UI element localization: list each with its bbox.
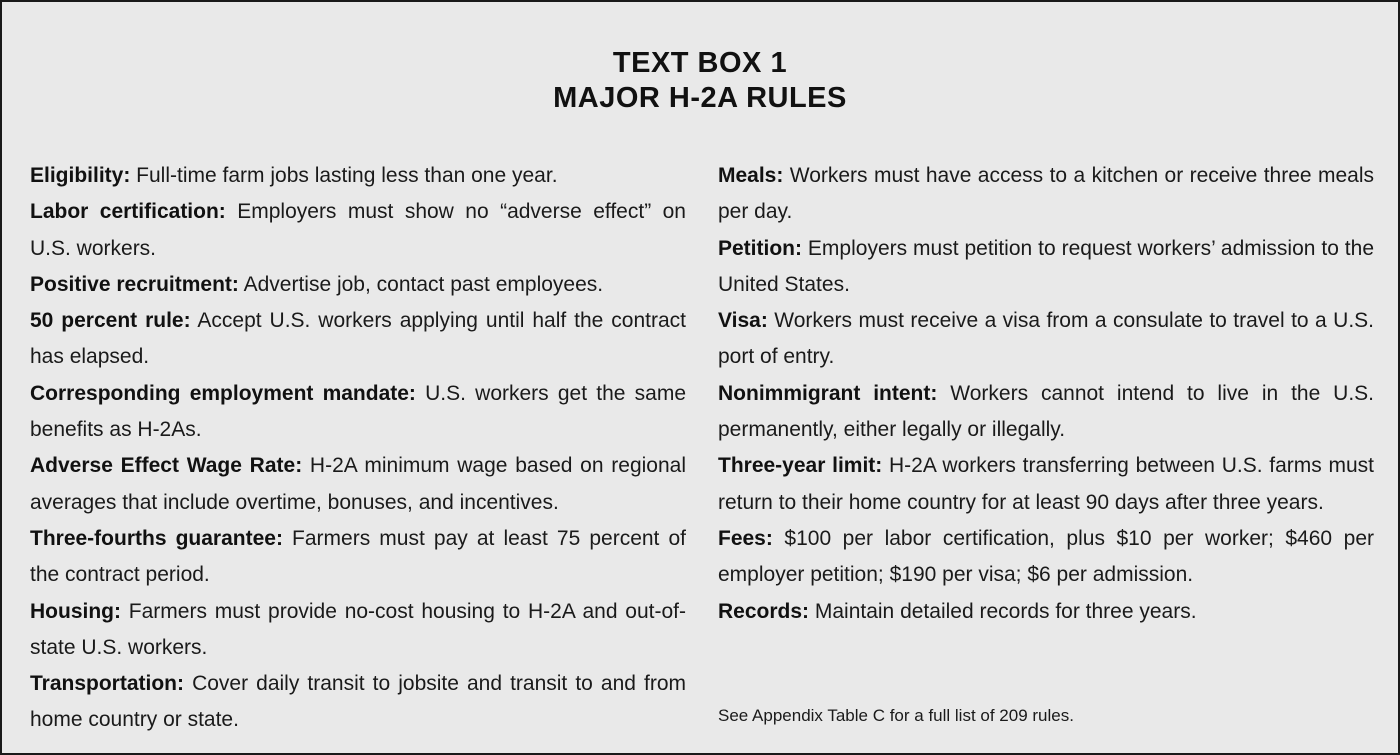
rule-three-year-limit bbox=[718, 448, 1374, 521]
rules-left-column bbox=[30, 158, 686, 739]
rule-term: Meals: bbox=[718, 164, 784, 187]
rule-text: Accept U.S. workers applying until half the contract has elapsed. bbox=[30, 309, 686, 369]
rule-visa bbox=[718, 303, 1374, 376]
rule-text: Advertise job, contact past employees. bbox=[238, 272, 604, 296]
rule-term: Records: bbox=[718, 599, 810, 623]
rule-50-percent bbox=[30, 303, 686, 376]
rule-term: Nonimmigrant intent: bbox=[718, 381, 938, 405]
rule-term: Fees: bbox=[718, 526, 773, 550]
rule-term: Positive recruitment: bbox=[30, 272, 239, 296]
rule-eligibility bbox=[30, 158, 686, 194]
text-box-title bbox=[2, 46, 1398, 116]
rule-term: Housing: bbox=[30, 599, 121, 623]
rule-housing bbox=[30, 594, 686, 667]
rule-fees bbox=[718, 521, 1374, 594]
rule-term: Petition: bbox=[718, 236, 802, 260]
rule-text: Workers must receive a visa from a consulate to travel to a U.S. port of entry. bbox=[718, 309, 1374, 369]
rule-labor-certification bbox=[30, 194, 686, 267]
rules-right-column bbox=[718, 158, 1374, 630]
rule-text: Workers cannot intend to live in the U.S. permanently, either legally or illegally. bbox=[718, 381, 1374, 442]
rule-text: Cover daily transit to jobsite and transit to and from home country or state. bbox=[30, 672, 686, 732]
rule-transportation bbox=[30, 666, 686, 739]
rule-adverse-effect-wage-rate bbox=[30, 448, 686, 521]
rule-records bbox=[718, 594, 1374, 630]
rule-term: Visa: bbox=[718, 309, 768, 333]
rule-term: Eligibility: bbox=[30, 164, 131, 187]
rule-term: Transportation: bbox=[30, 672, 185, 696]
rule-text: H-2A workers transferring between U.S. farms must return to their home country for at least 90 days after three years. bbox=[718, 454, 1374, 514]
rule-positive-recruitment bbox=[30, 267, 686, 303]
rule-term: Three-year limit: bbox=[718, 454, 883, 478]
rule-term: Corresponding employment mandate: bbox=[30, 381, 416, 405]
rule-text: Full-time farm jobs lasting less than one year. bbox=[130, 164, 558, 187]
rule-meals bbox=[718, 158, 1374, 231]
rule-text: Employers must petition to request workers’ admission to the United States. bbox=[718, 236, 1374, 296]
title-line-2: MAJOR H-2A RULES bbox=[553, 82, 847, 114]
rule-text: $100 per labor certification, plus $10 per worker; $460 per employer petition; $190 per visa; $6 per admission. bbox=[718, 526, 1374, 587]
rule-text: H-2A minimum wage based on regional averages that include overtime, bonuses, and incentives. bbox=[30, 454, 686, 514]
rule-nonimmigrant-intent bbox=[718, 376, 1374, 449]
rule-three-fourths-guarantee bbox=[30, 521, 686, 594]
rule-text: Employers must show no “adverse effect” on U.S. workers. bbox=[30, 200, 686, 260]
rule-corresponding-employment bbox=[30, 376, 686, 449]
rule-petition bbox=[718, 231, 1374, 304]
footnote: See Appendix Table C for a full list of 209 rules. bbox=[718, 706, 1074, 725]
rule-term: Labor certification: bbox=[30, 200, 226, 224]
rule-text: Farmers must pay at least 75 percent of the contract period. bbox=[30, 526, 686, 587]
rule-text: U.S. workers get the same benefits as H-2As. bbox=[30, 381, 686, 442]
rule-text: Workers must have access to a kitchen or receive three meals per day. bbox=[718, 164, 1374, 224]
rule-term: 50 percent rule: bbox=[30, 309, 191, 333]
rule-term: Three-fourths guarantee: bbox=[30, 526, 283, 550]
rule-text: Farmers must provide no-cost housing to H-2A and out-of-state U.S. workers. bbox=[30, 599, 686, 659]
title-line-1: TEXT BOX 1 bbox=[612, 47, 788, 79]
rule-term: Adverse Effect Wage Rate: bbox=[30, 454, 303, 478]
rule-text: Maintain detailed records for three years. bbox=[809, 599, 1197, 623]
